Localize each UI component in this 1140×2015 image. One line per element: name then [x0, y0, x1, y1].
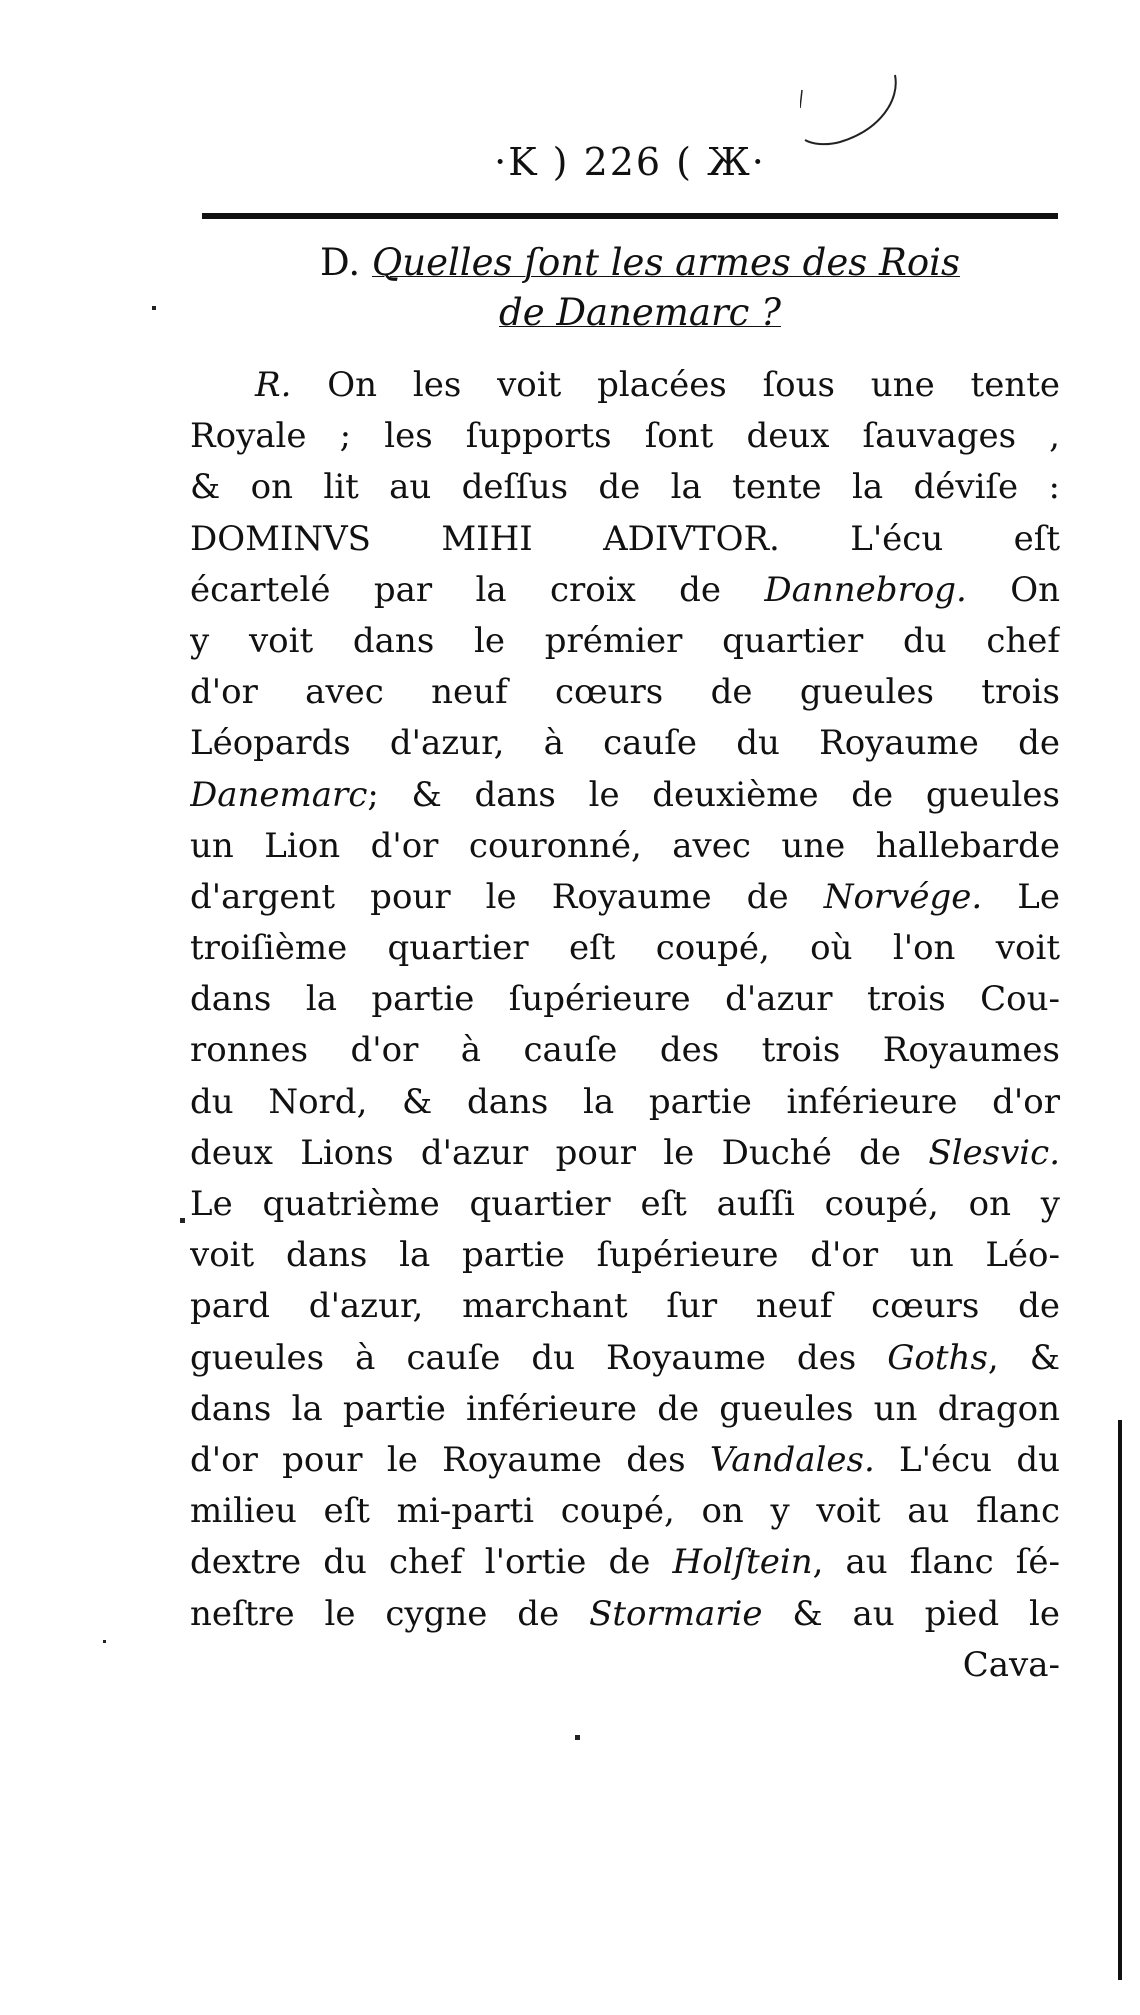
answer-line	[190, 821, 1060, 872]
italic-term: Slesvic.	[928, 1132, 1060, 1173]
answer-text: L'écu du	[874, 1439, 1060, 1480]
answer-line	[190, 770, 1060, 821]
question-lead: D.	[320, 241, 361, 284]
ink-speck	[180, 1218, 185, 1223]
page-edge-line	[1118, 1420, 1122, 1980]
answer-text: Le	[982, 876, 1060, 917]
italic-term: Vandales.	[709, 1439, 875, 1480]
answer-line	[190, 872, 1060, 923]
italic-term: Danemarc	[190, 774, 368, 815]
answer-line	[190, 1384, 1060, 1435]
answer-block	[190, 360, 1060, 1691]
answer-text: d'or pour le Royaume des	[190, 1439, 710, 1480]
answer-line	[190, 565, 1060, 616]
italic-term: Dannebrog.	[764, 569, 967, 610]
answer-text: y voit dans le prémier quartier du chef	[190, 620, 1060, 661]
answer-line	[190, 462, 1060, 513]
answer-line	[190, 514, 1060, 565]
answer-line	[190, 1179, 1060, 1230]
answer-text: milieu eſt mi-parti coupé, on y voit au flanc	[190, 1491, 1060, 1532]
answer-line	[190, 411, 1060, 462]
answer-line	[190, 923, 1060, 974]
italic-term: Norvége.	[823, 876, 983, 917]
answer-line	[190, 718, 1060, 769]
answer-line	[190, 1025, 1060, 1076]
answer-text: , au flanc ſé-	[812, 1542, 1060, 1583]
answer-text: d'or avec neuf cœurs de gueules trois	[190, 672, 1060, 713]
question-text-2: de Danemarc ?	[499, 291, 781, 334]
answer-text: DOMINVS MIHI ADIVTOR. L'écu eſt	[190, 518, 1060, 559]
answer-line	[190, 1333, 1060, 1384]
answer-line	[190, 1077, 1060, 1128]
answer-line	[190, 1281, 1060, 1332]
answer-line	[190, 1435, 1060, 1486]
question-text-1: Quelles ſont les armes des Rois	[371, 241, 960, 284]
answer-text: neſtre le cygne de	[190, 1593, 590, 1634]
answer-text: écartelé par la croix de	[190, 569, 765, 610]
italic-term: Holſtein	[672, 1542, 813, 1583]
italic-term: R.	[255, 365, 292, 405]
answer-text: pard d'azur, marchant ſur neuf cœurs de	[190, 1286, 1060, 1327]
answer-text: ; & dans le deuxième de gueules	[367, 774, 1060, 815]
catchword: Cava-	[962, 1644, 1060, 1685]
question-line-1	[300, 238, 980, 288]
ink-speck	[103, 1640, 106, 1643]
answer-text: ronnes d'or à cauſe des trois Royaumes	[190, 1030, 1060, 1071]
answer-text: du Nord, & dans la partie inférieure d'or	[190, 1081, 1060, 1122]
answer-text: gueules à cauſe du Royaume des	[190, 1337, 888, 1378]
answer-line	[190, 360, 1060, 411]
answer-line	[190, 1537, 1060, 1588]
answer-text: & on lit au deſſus de la tente la déviſe :	[190, 467, 1060, 508]
ink-speck	[575, 1735, 580, 1740]
answer-line	[190, 1589, 1060, 1640]
answer-text: d'argent pour le Royaume de	[190, 876, 824, 917]
question-line-2	[300, 288, 980, 338]
answer-text: Léopards d'azur, à cauſe du Royaume de	[190, 723, 1060, 764]
answer-text: dans la partie ſupérieure d'azur trois Cou-	[190, 979, 1060, 1020]
answer-text: Royale ; les ſupports ſont deux ſauvages ,	[190, 416, 1060, 457]
answer-text: dextre du chef l'ortie de	[190, 1542, 673, 1583]
answer-line	[190, 1486, 1060, 1537]
italic-term: Stormarie	[589, 1593, 763, 1634]
answer-text: Le quatrième quartier eſt auſſi coupé, on y	[190, 1184, 1060, 1224]
answer-text: On	[966, 569, 1060, 610]
answer-line	[190, 667, 1060, 718]
answer-text: troiſième quartier eſt coupé, où l'on voit	[190, 928, 1060, 969]
answer-line	[190, 1230, 1060, 1281]
answer-text: & au pied le	[762, 1593, 1060, 1634]
answer-text: On les voit placées ſous une tente	[291, 365, 1060, 405]
header-rule	[202, 213, 1058, 219]
answer-text: un Lion d'or couronné, avec une hallebarde	[190, 825, 1060, 866]
answer-text: deux Lions d'azur pour le Duché de	[190, 1132, 929, 1173]
answer-text: , &	[987, 1337, 1060, 1378]
answer-line	[190, 616, 1060, 667]
italic-term: Goths	[887, 1337, 988, 1378]
answer-text: voit dans la partie ſupérieure d'or un Léo-	[190, 1235, 1060, 1276]
answer-line	[190, 974, 1060, 1025]
page-header: ·K ) 226 ( Ж·	[494, 140, 766, 184]
question-block	[300, 238, 980, 338]
ink-speck	[152, 306, 156, 310]
answer-line	[190, 1128, 1060, 1179]
answer-text: dans la partie inférieure de gueules un dragon	[190, 1388, 1060, 1429]
